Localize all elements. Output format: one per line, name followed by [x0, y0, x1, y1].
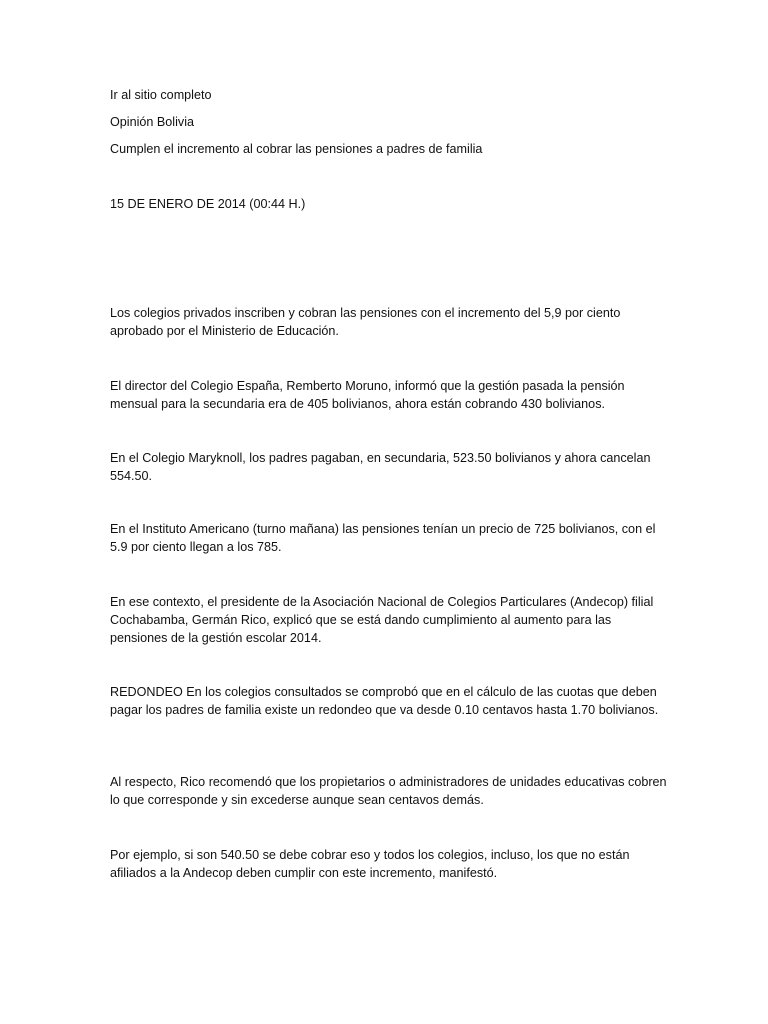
article-paragraph: En el Colegio Maryknoll, los padres pagaban, en secundaria, 523.50 bolivianos y ahora cancelan 554.50.	[110, 451, 651, 483]
article-paragraph: Los colegios privados inscriben y cobran las pensiones con el incremento del 5,9 por ciento aprobado por el Ministerio de Educación.	[110, 306, 621, 338]
article-paragraph: Por ejemplo, si son 540.50 se debe cobrar eso y todos los colegios, incluso, los que no están afiliados a la Andecop deben cumplir con este incremento, manifestó.	[110, 848, 630, 880]
article-paragraph: En el Instituto Americano (turno mañana) las pensiones tenían un precio de 725 bolivianos, con el 5.9 por ciento llegan a los 785.	[110, 522, 656, 554]
article-paragraph: REDONDEO En los colegios consultados se comprobó que en el cálculo de las cuotas que deben pagar los padres de familia existe un redondeo que va desde 0.10 centavos hasta 1.70 bolivianos.	[110, 685, 659, 717]
full-site-link[interactable]: Ir al sitio completo	[110, 88, 212, 102]
article-paragraph: En ese contexto, el presidente de la Asociación Nacional de Colegios Particulares (Andecop) filial Cochabamba, Germán Rico, explicó que se está dando cumplimiento al aumento para las pensiones de la gestión escolar 2014.	[110, 595, 654, 645]
headline: Cumplen el incremento al cobrar las pensiones a padres de familia	[110, 142, 483, 156]
publish-date: 15 DE ENERO DE 2014 (00:44 H.)	[110, 197, 306, 211]
article-paragraph: Al respecto, Rico recomendó que los propietarios o administradores de unidades educativas cobren lo que corresponde y sin excederse aunque sean centavos demás.	[110, 775, 667, 807]
source-name: Opinión Bolivia	[110, 115, 195, 129]
article-paragraph: El director del Colegio España, Remberto Moruno, informó que la gestión pasada la pensión mensual para la secundaria era de 405 bolivianos, ahora están cobrando 430 bolivianos.	[110, 379, 625, 411]
